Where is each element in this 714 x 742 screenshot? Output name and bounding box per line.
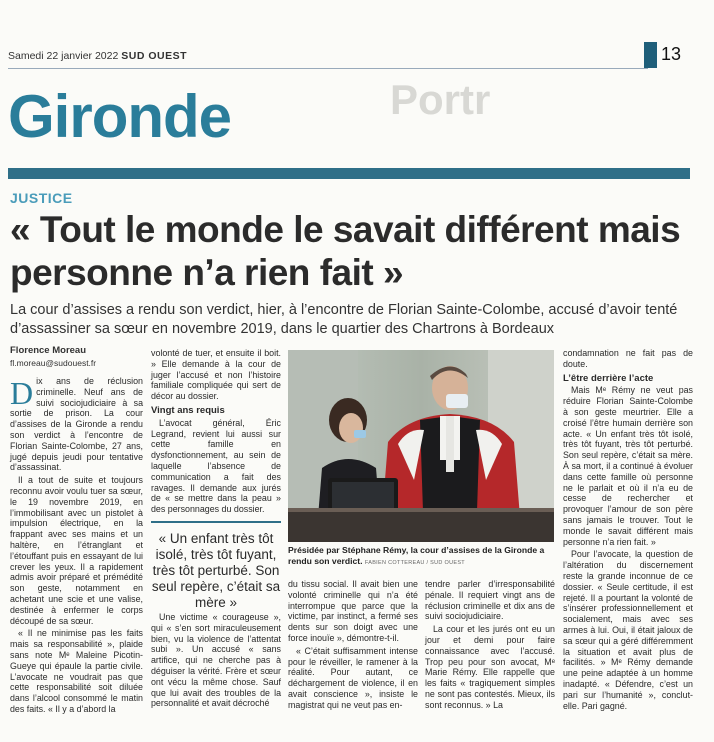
paragraph: condamnation ne fait pas de doute. [563,348,693,369]
photo-illustration [288,350,554,542]
article-column-3 [288,579,418,713]
paragraph: Il a tout de suite et toujours reconnu avoir voulu tuer sa sœur, le 19 novembre 2019, en l’immobilisant avec un pistolet à impulsion électrique, en la frappant avec ses mains et un haltère, en l’étranglant et l’étouffant puis en essayant de lui crever les yeux. Il a rapidement admis avoir préparé et prémédité son geste, notamment en achetant une scie et une valise, destinée à enfermer le corps découpé de sa sœur. [10,475,143,626]
page-number-box [644,42,688,68]
page-color-tab [644,42,657,68]
inter-title: L’être derrière l’acte [563,372,654,384]
paragraph: Mais Mᵉ Rémy ne veut pas réduire Florian Sainte-Colombe à son geste meurtrier. Elle a croisé l’être humain derrière son acte. « Un enfant très tôt isolé, très tôt fuyant, très tôt perturbé. Son seul repère, c’était sa mère. À sa mort, il a continué à évoluer dans cette famille où personne ne le parlait et où il n’a eu de cesse de rechercher et provoquer l’amour de son père sans jamais le trouver. Tout le monde le savait différent mais personne n’a rien fait. » [563,385,693,547]
bleed-through-text: Portr [390,76,491,123]
lead-paragraph [10,376,143,473]
paragraph: Une victime « courageuse », qui « s’en sort miraculeusement bien, vu la violence de l’attentat subi ». Un accusé « sans artifice, qui ne cherche pas à déguiser la vérité. Frère et sœur ont vécu la même chose. Sauf que lui avait des troubles de la personnalité et avait décroché [151,612,281,709]
courtroom-photo [288,350,554,542]
photo-credit: FABIEN COTTEREAU / SUD OUEST [364,560,465,566]
paragraph: « Il ne minimise pas les faits mais sa responsabilité », plaide sans note Mᵉ Maleine Picotin-Gueye qui épaule la partie civile. L’avocate ne voudrait pas que cette responsabilité soit diluée dans l’alcool consommé le matin des faits. « Il y a d’abord la [10,628,143,714]
section-title: Gironde [8,83,232,150]
edition-date: Samedi 22 janvier 2022 [8,50,119,62]
article-column-4 [425,579,555,713]
photo-caption [288,545,556,569]
page-number: 13 [661,44,682,64]
header-rule [8,68,648,69]
article-column-2-continued [151,612,281,711]
paragraph: « C’était suffisamment intense pour le réveiller, le ramener à la réalité. Pour autant, ce déchargement de violence, il en avait conscience », insiste le magistrat qui ne veut pas en- [288,645,418,710]
paragraph: ix ans de réclusion criminelle. Neuf ans de suivi sociojudiciaire à sa sortie de prison. La cour d’assises de la Gironde a rendu son verdict à l’encontre de Florian Sainte-Colombe, 27 ans, jugé depuis jeudi pour tentative d’assassinat. [10,376,143,473]
inter-title: Vingt ans requis [151,404,225,416]
paragraph: volonté de tuer, et ensuite il boit. » Elle demande à la cour de juger l’accusé et non l’histoire familiale compliquée qui sert de décor au dossier. [151,348,281,402]
paragraph: L’avocat général, Éric Legrand, revient lui aussi sur cette famille en dysfonctionnement, au sein de laquelle l’absence de communication a fait des ravages. Il demande aux jurés de « se mettre dans la peau » des personnages du dossier. [151,417,281,515]
paragraph: du tissu social. Il avait bien une volonté criminelle qui n’a été interrompue que parce que la victime, par instinct, a fermé ses dents sur son doigt avec une force inouïe », démontre-t-il. [288,579,418,643]
article-kicker: JUSTICE [10,190,73,206]
article-column-1 [10,376,143,717]
paragraph: tendre parler d’irresponsabilité pénale. Il requiert vingt ans de réclusion criminelle et dix ans de suivi sociojudiciaire. [425,579,555,622]
caption-text: Présidée par Stéphane Rémy, la cour d’assises de la Gironde a rendu son verdict. [288,545,545,566]
article-standfirst: La cour d’assises a rendu son verdict, hier, à l’encontre de Florian Sainte-Colombe, accusé d’avoir tenté d’assassiner sa sœur en novembre 2019, dans le quartier des Chartrons à Bordeaux [10,302,678,337]
author-name: Florence Moreau [10,345,87,356]
paragraph: Pour l’avocate, la question de l’altération du discernement reste la grande inconnue de ce dossier. « Seule certitude, il est rejeté. Il a pourtant la volonté de s’insérer professionnellement et socialement, mais avec ses armes à lui. Oui, il était jaloux de sa sœur qui a géré différemment la situation et avait plus de facilités. » Mᵉ Rémy demande une peine adaptée à un homme inadapté. « Défendre, c’est un pari sur l’humanité », conclut-elle. Pari gagné. [563,549,693,711]
article-column-5 [563,348,693,713]
section-bar [8,168,690,179]
author-email: fl.moreau@sudouest.fr [10,358,97,368]
pull-quote: « Un enfant très tôt isolé, très tôt fuyant, très tôt perturbé. Son seul repère, c’était sa mère » [151,521,281,611]
newspaper-name: SUD OUEST [121,50,188,62]
paragraph: La cour et les jurés ont eu un jour et demi pour faire connaissance avec l’accusé. Trop peu pour son avocat, Mᵉ Marie Rémy. Elle rappelle que les faits « tragiquement simples ne sont pas contestés. Mieux, ils sont reconnus. » La [425,624,555,710]
edition-date-line [8,50,187,62]
drop-cap: D [10,375,34,411]
article-headline: « Tout le monde le savait différent mais personne n’a rien fait » [10,209,681,293]
article-column-2 [151,348,281,517]
